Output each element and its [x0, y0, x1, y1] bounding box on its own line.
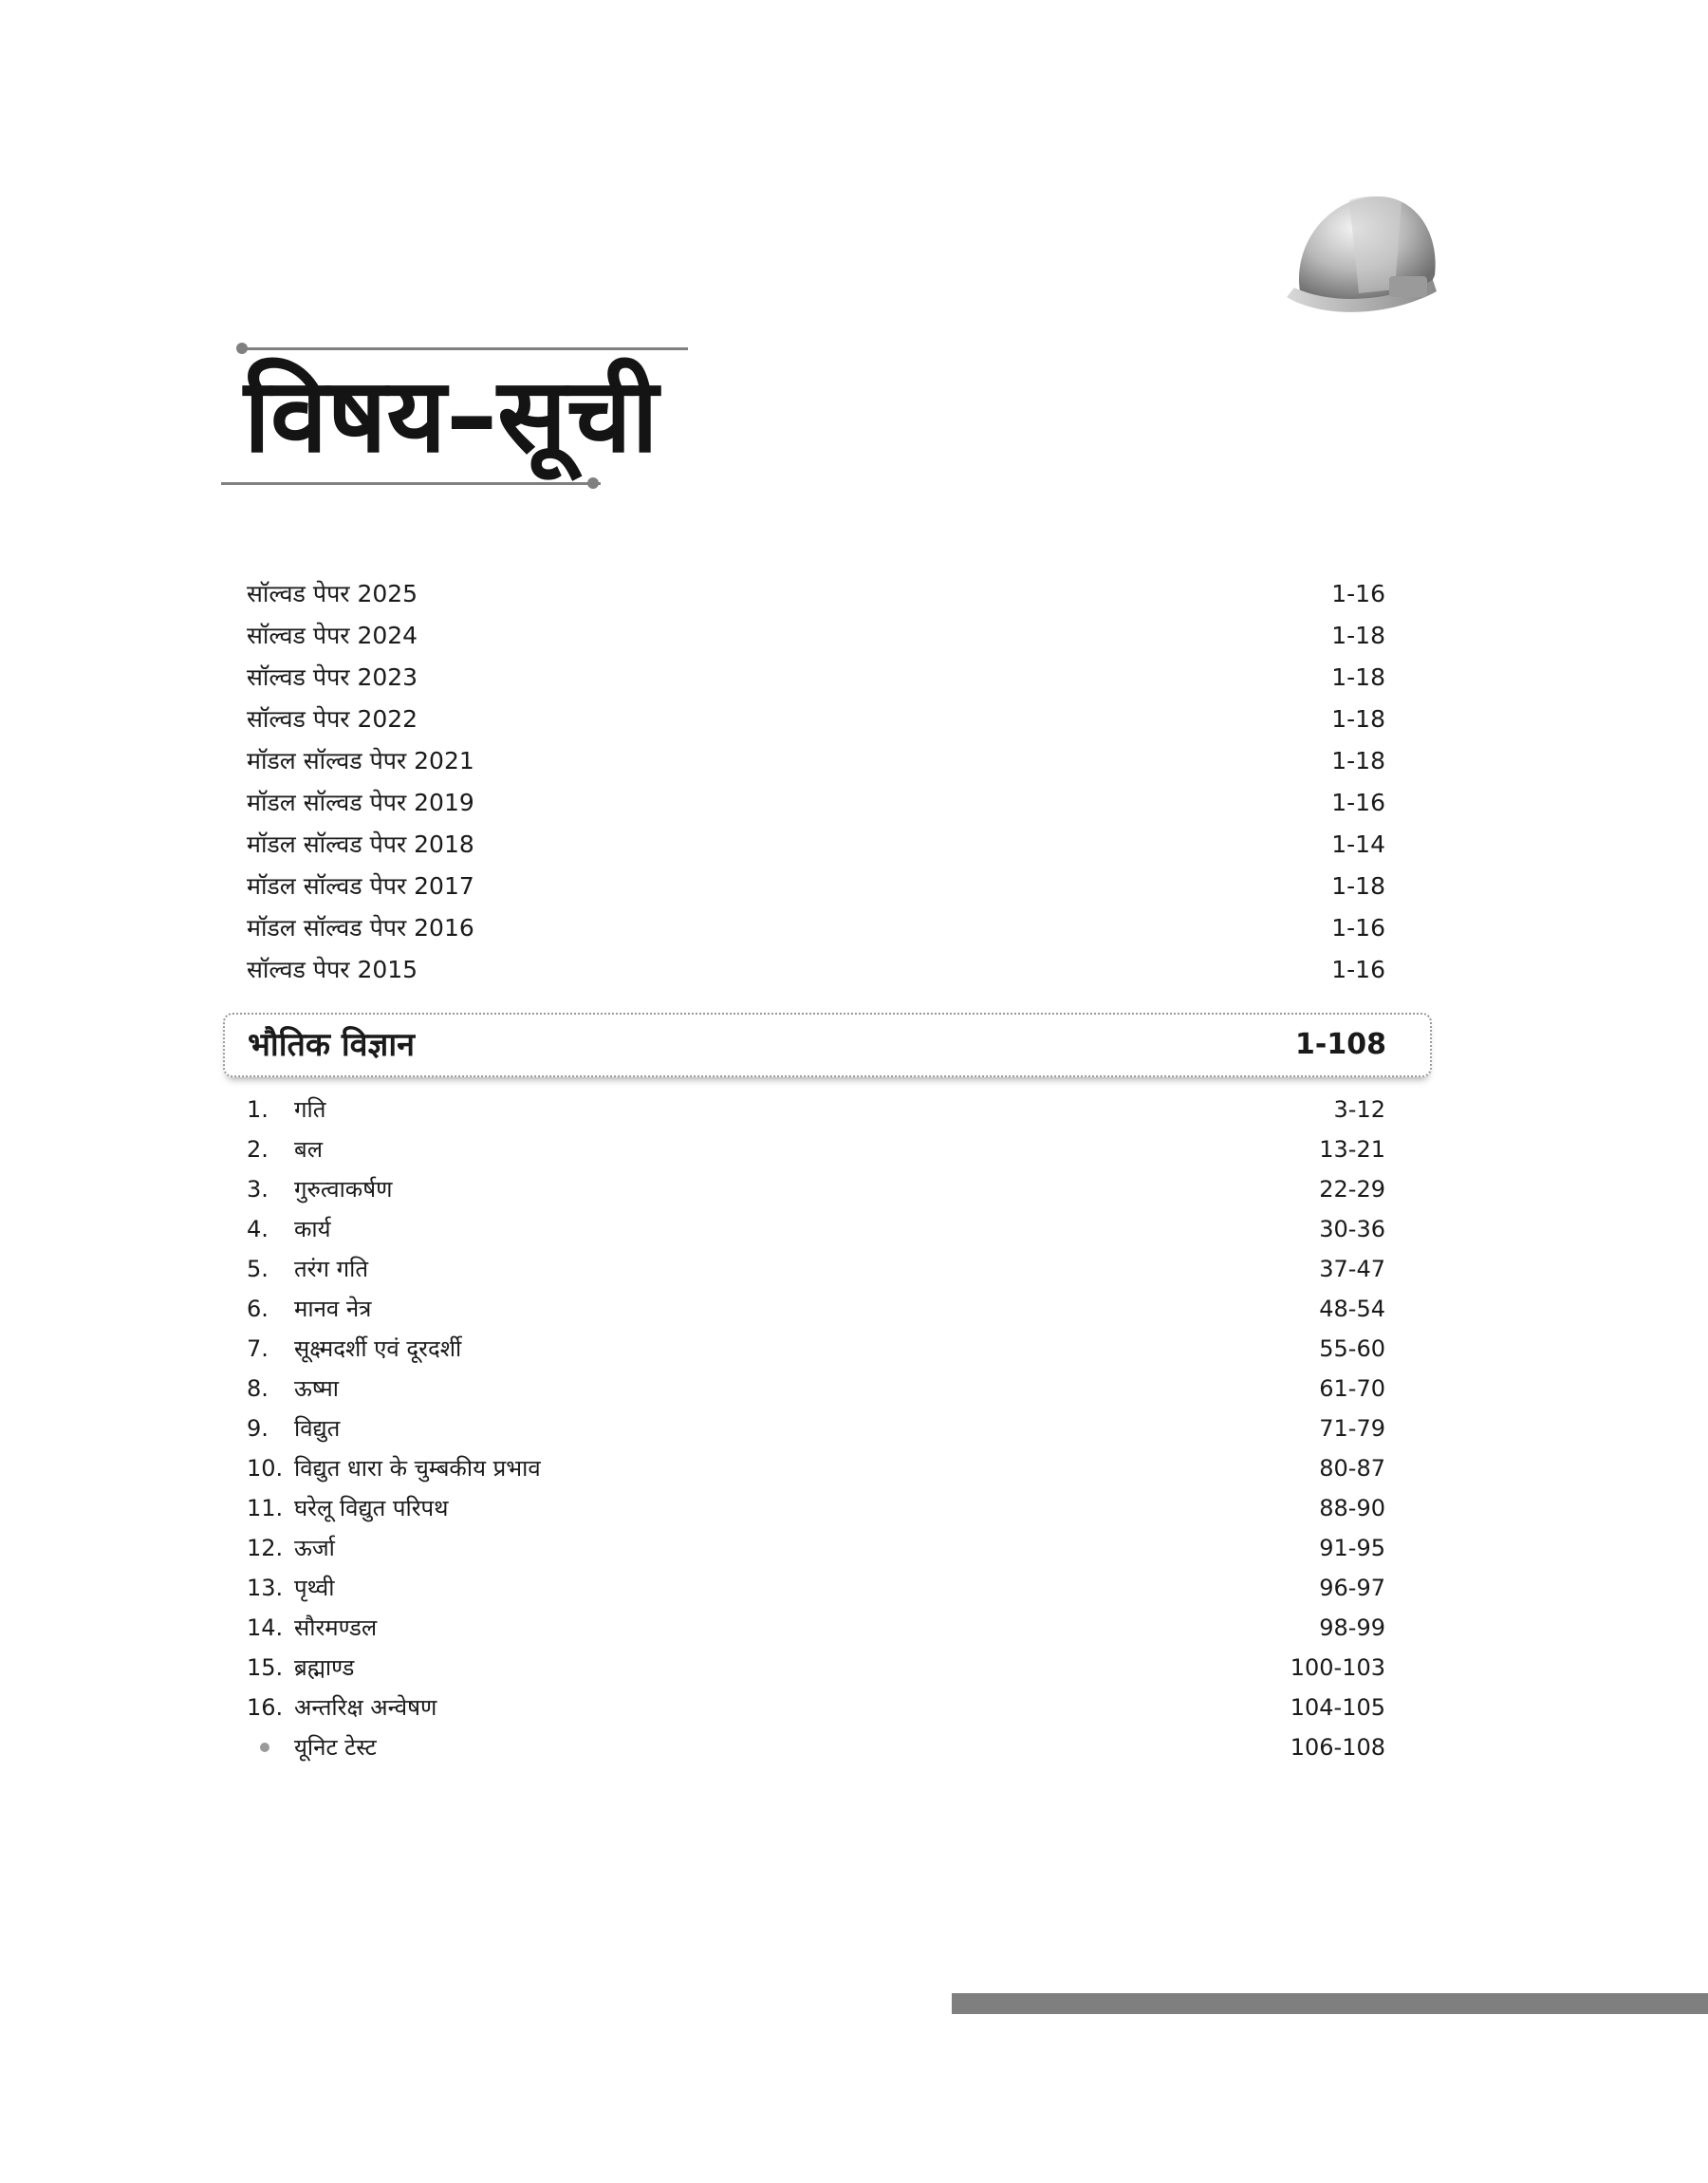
section-pages: 1-108 [1295, 1028, 1386, 1061]
item-label: सॉल्वड पेपर 2024 [247, 622, 418, 649]
chapter-row[interactable] [247, 1249, 1385, 1289]
section-title: भौतिक विज्ञान [248, 1026, 416, 1064]
chapter-row[interactable] [247, 1129, 1385, 1169]
chapter-pages: 37-47 [1319, 1256, 1385, 1282]
chapter-number: 6. [247, 1296, 269, 1322]
chapter-row[interactable] [247, 1369, 1385, 1409]
item-pages: 1-16 [1331, 580, 1385, 607]
chapter-row[interactable] [247, 1090, 1385, 1129]
chapter-row[interactable] [247, 1409, 1385, 1448]
chapter-label: ऊष्मा [294, 1375, 339, 1402]
list-item[interactable] [247, 615, 1385, 657]
title-rule-dot [587, 477, 599, 489]
chapter-number: 4. [247, 1216, 269, 1242]
item-pages: 1-16 [1331, 789, 1385, 816]
chapter-number: 9. [247, 1415, 269, 1442]
bullet-icon [260, 1743, 269, 1752]
chapter-pages: 106-108 [1290, 1734, 1385, 1761]
chapter-row[interactable] [247, 1169, 1385, 1209]
title-rule-bottom [221, 482, 601, 485]
item-pages: 1-16 [1331, 914, 1385, 942]
chapter-row[interactable] [247, 1608, 1385, 1648]
chapter-label: ऊर्जा [294, 1535, 335, 1561]
chapter-label: तरंग गति [294, 1256, 369, 1282]
chapter-row[interactable] [247, 1289, 1385, 1329]
list-item[interactable] [247, 699, 1385, 740]
item-pages: 1-14 [1331, 830, 1385, 858]
chapter-label: घरेलू विद्युत परिपथ [294, 1495, 449, 1521]
chapter-list [247, 1090, 1385, 1767]
chapter-number: 15. [247, 1654, 284, 1681]
chapter-label: सौरमण्डल [294, 1614, 378, 1641]
solved-papers-list [247, 573, 1385, 991]
chapter-number: 8. [247, 1375, 269, 1402]
chapter-pages: 88-90 [1319, 1495, 1385, 1521]
list-item[interactable] [247, 657, 1385, 699]
chapter-pages: 104-105 [1290, 1694, 1385, 1721]
list-item[interactable] [247, 824, 1385, 866]
chapter-number: 2. [247, 1136, 269, 1163]
chapter-row[interactable] [247, 1528, 1385, 1568]
chapter-pages: 22-29 [1319, 1176, 1385, 1203]
chapter-label: ब्रह्माण्ड [294, 1654, 355, 1681]
chapter-number: 3. [247, 1176, 269, 1203]
list-item[interactable] [247, 740, 1385, 782]
item-label: मॉडल सॉल्वड पेपर 2019 [247, 789, 474, 816]
list-item[interactable] [247, 866, 1385, 907]
chapter-label: गुरुत्वाकर्षण [294, 1176, 393, 1203]
footer-bar [952, 1993, 1708, 2014]
chapter-row[interactable] [247, 1448, 1385, 1488]
chapter-pages: 30-36 [1319, 1216, 1385, 1242]
item-label: सॉल्वड पेपर 2015 [247, 956, 418, 983]
list-item[interactable] [247, 907, 1385, 949]
chapter-pages: 100-103 [1290, 1654, 1385, 1681]
chapter-number: 12. [247, 1535, 284, 1561]
chapter-label: विद्युत [294, 1415, 341, 1442]
chapter-number: 1. [247, 1096, 269, 1123]
list-item[interactable] [247, 782, 1385, 824]
chapter-label: पृथ्वी [294, 1575, 335, 1601]
chapter-pages: 91-95 [1319, 1535, 1385, 1561]
chapter-pages: 80-87 [1319, 1455, 1385, 1482]
item-label: मॉडल सॉल्वड पेपर 2021 [247, 747, 474, 774]
title-rule-top [242, 347, 688, 350]
unit-test-row[interactable] [247, 1727, 1385, 1767]
chapter-label: अन्तरिक्ष अन्वेषण [294, 1694, 437, 1721]
item-label: सॉल्वड पेपर 2023 [247, 663, 418, 691]
item-label: मॉडल सॉल्वड पेपर 2018 [247, 830, 474, 858]
item-pages: 1-18 [1331, 747, 1385, 774]
chapter-pages: 55-60 [1319, 1335, 1385, 1362]
chapter-number: 5. [247, 1256, 269, 1282]
chapter-number: 11. [247, 1495, 284, 1521]
chapter-label: कार्य [294, 1216, 331, 1242]
item-pages: 1-16 [1331, 956, 1385, 983]
item-pages: 1-18 [1331, 705, 1385, 733]
chapter-number: 13. [247, 1575, 284, 1601]
item-label: मॉडल सॉल्वड पेपर 2017 [247, 872, 474, 900]
item-pages: 1-18 [1331, 622, 1385, 649]
chapter-pages: 71-79 [1319, 1415, 1385, 1442]
chapter-label: यूनिट टेस्ट [294, 1734, 377, 1761]
helmet-icon [1283, 185, 1444, 332]
chapter-label: गति [294, 1096, 326, 1123]
chapter-pages: 48-54 [1319, 1296, 1385, 1322]
chapter-number: 10. [247, 1455, 284, 1482]
chapter-label: विद्युत धारा के चुम्बकीय प्रभाव [294, 1455, 541, 1482]
chapter-row[interactable] [247, 1329, 1385, 1369]
chapter-label: सूक्ष्मदर्शी एवं दूरदर्शी [294, 1335, 462, 1362]
chapter-pages: 96-97 [1319, 1575, 1385, 1601]
item-pages: 1-18 [1331, 663, 1385, 691]
item-label: सॉल्वड पेपर 2025 [247, 580, 418, 607]
chapter-row[interactable] [247, 1568, 1385, 1608]
item-pages: 1-18 [1331, 872, 1385, 900]
chapter-row[interactable] [247, 1648, 1385, 1688]
chapter-pages: 98-99 [1319, 1614, 1385, 1641]
chapter-number: 16. [247, 1694, 284, 1721]
chapter-label: बल [294, 1136, 323, 1163]
title-block [221, 342, 696, 494]
list-item[interactable] [247, 573, 1385, 615]
item-label: मॉडल सॉल्वड पेपर 2016 [247, 914, 474, 942]
page-title: विषय–सूची [244, 357, 659, 476]
title-rule-dot [236, 343, 248, 354]
chapter-pages: 61-70 [1319, 1375, 1385, 1402]
item-label: सॉल्वड पेपर 2022 [247, 705, 418, 733]
chapter-row[interactable] [247, 1688, 1385, 1727]
chapter-row[interactable] [247, 1209, 1385, 1249]
chapter-number: 7. [247, 1335, 269, 1362]
chapter-number: 14. [247, 1614, 284, 1641]
chapter-row[interactable] [247, 1488, 1385, 1528]
chapter-pages: 3-12 [1333, 1096, 1385, 1123]
list-item[interactable] [247, 949, 1385, 991]
chapter-pages: 13-21 [1319, 1136, 1385, 1163]
section-header-physics[interactable] [223, 1013, 1432, 1077]
chapter-label: मानव नेत्र [294, 1296, 372, 1322]
